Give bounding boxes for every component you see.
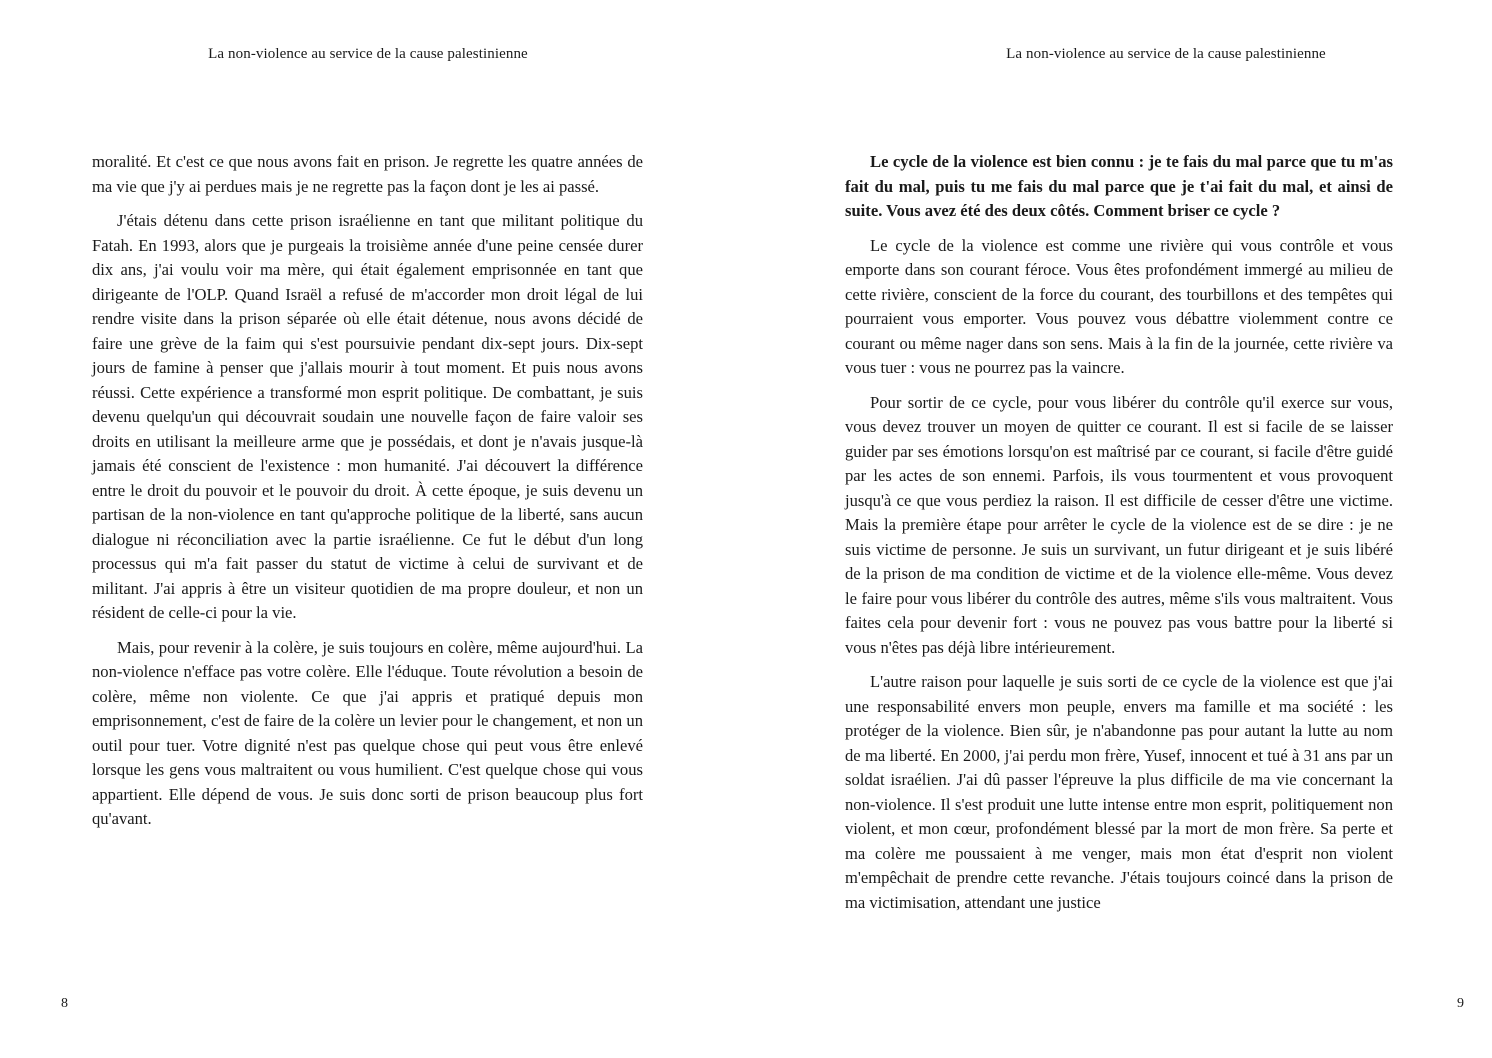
paragraph: Pour sortir de ce cycle, pour vous libérer du contrôle qu'il exerce sur vous, vous devez trouver un moyen de quitter ce courant. Il est si facile de se laisser guider par ses émotions lorsqu'on est maîtrisé par ce courant, si facile d'être guidé par les actes de son ennemi. Parfois, ils vous tourmentent et vous provoquent jusqu'à ce que vous perdiez la raison. Il est difficile de cesser d'être une victime. Mais la première étape pour arrêter le cycle de la violence est de se dire : je ne suis victime de personne. Je suis un survivant, un futur dirigeant et je suis libéré de la prison de ma condition de victime et de la violence elle-même. Vous devez le faire pour vous libérer du contrôle des autres, même s'ils vous maltraitent. Vous faites cela pour devenir fort : vous ne pouvez pas vous battre pour la liberté si vous n'êtes pas déjà libre intérieurement. <box>845 392 1393 657</box>
body-text <box>92 150 643 842</box>
paragraph: Mais, pour revenir à la colère, je suis toujours en colère, même aujourd'hui. La non-violence n'efface pas votre colère. Elle l'éduque. Toute révolution a besoin de colère, même non violente. Ce que j'ai appris et pratiqué depuis mon emprisonnement, c'est de faire de la colère un levier pour le changement, et non un outil pour tuer. Votre dignité n'est pas quelque chose qui peut vous être enlevé lorsque les gens vous maltraitent ou vous humilient. C'est quelque chose qui vous appartient. Elle dépend de vous. Je suis donc sorti de prison beaucoup plus fort qu'avant. <box>92 637 643 828</box>
interview-question: Le cycle de la violence est bien connu : je te fais du mal parce que tu m'as fait du mal, puis tu me fais du mal parce que je t'ai fait du mal, et ainsi de suite. Vous avez été des deux côtés. Comment briser ce cycle ? <box>845 152 1393 220</box>
paragraph: moralité. Et c'est ce que nous avons fait en prison. Je regrette les quatre années de ma vie que j'y ai perdues mais je ne regrette pas la façon dont je les ai passé. <box>92 152 643 196</box>
page-number: 9 <box>1457 996 1464 1011</box>
body-text <box>845 150 1393 925</box>
page-number: 8 <box>61 996 68 1011</box>
right-page <box>746 0 1492 1058</box>
running-head: La non-violence au service de la cause palestinienne <box>1006 46 1326 62</box>
running-head: La non-violence au service de la cause palestinienne <box>208 46 528 62</box>
paragraph: L'autre raison pour laquelle je suis sorti de ce cycle de la violence est que j'ai une responsabilité envers mon peuple, envers ma famille et ma société : les protéger de la violence. Bien sûr, je n'abandonne pas pour autant la lutte au nom de ma liberté. En 2000, j'ai perdu mon frère, Yusef, innocent et tué à 31 ans par un soldat israélien. J'ai dû passer l'épreuve la plus difficile de ma vie concernant la non-violence. Il s'est produit une lutte intense entre mon esprit, politiquement non violent, et mon cœur, profondément blessé par la mort de mon frère. Sa perte et ma colère me poussaient à me venger, mais mon état d'esprit non violent m'empêchait de prendre cette revanche. J'étais toujours coincé dans la prison de ma victimisation, attendant une justice <box>845 672 1393 912</box>
paragraph: J'étais détenu dans cette prison israélienne en tant que militant politique du Fatah. En 1993, alors que je purgeais la troisième année d'une peine censée durer dix ans, j'ai voulu voir ma mère, qui était également emprisonnée en tant que dirigeante de l'OLP. Quand Israël a refusé de m'accorder mon droit légal de lui rendre visite dans la prison séparée où elle était détenue, nous avons décidé de faire une grève de la faim qui s'est poursuivie pendant dix-sept jours. Dix-sept jours de famine à penser que j'allais mourir à tout moment. Et puis nous avons réussi. Cette expérience a transformé mon esprit politique. De combattant, je suis devenu quelqu'un qui découvrait soudain une nouvelle façon de faire valoir ses droits en utilisant la meilleure arme que je possédais, et dont je n'avais jusque-là jamais été conscient de l'existence : mon humanité. J'ai découvert la différence entre le droit du pouvoir et le pouvoir du droit. À cette époque, je suis devenu un partisan de la non-violence en tant qu'approche politique de la liberté, sans aucun dialogue ni réconciliation avec la partie israélienne. Ce fut le début d'un long processus qui m'a fait passer du statut de victime à celui de survivant et de militant. J'ai appris à être un visiteur quotidien de ma propre douleur, et non un résident de celle-ci pour la vie. <box>92 211 643 622</box>
paragraph: Le cycle de la violence est comme une rivière qui vous contrôle et vous emporte dans son courant féroce. Vous êtes profondément immergé au milieu de cette rivière, conscient de la force du courant, des tourbillons et des tempêtes qui pourraient vous emporter. Vous pouvez vous débattre violemment contre ce courant ou même nager dans son sens. Mais à la fin de la journée, cette rivière va vous tuer : vous ne pourrez pas la vaincre. <box>845 235 1393 377</box>
